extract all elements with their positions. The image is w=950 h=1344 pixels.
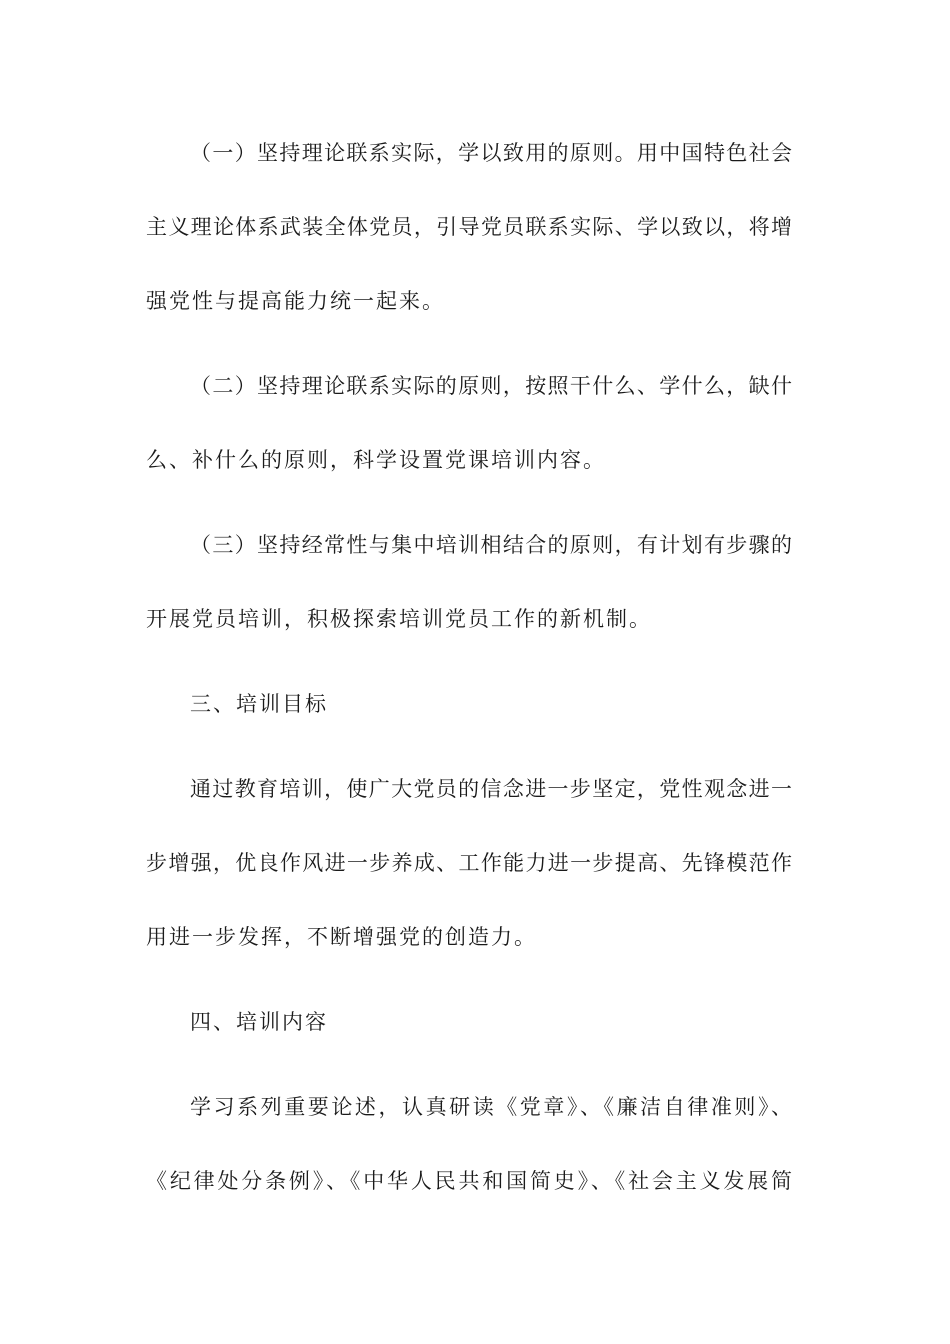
paragraph-4-line-3: 用进一步发挥，不断增强党的创造力。 bbox=[146, 925, 537, 949]
paragraph-4-line-2: 步增强，优良作风进一步养成、工作能力进一步提高、先锋模范作 bbox=[146, 851, 792, 875]
paragraph-4-line-1: 通过教育培训，使广大党员的信念进一步坚定，党性观念进一 bbox=[190, 777, 792, 801]
paragraph-2-line-1: （二）坚持理论联系实际的原则，按照干什么、学什么，缺什 bbox=[190, 374, 792, 398]
paragraph-5-line-1: 学习系列重要论述，认真研读《党章》、《廉洁自律准则》、 bbox=[190, 1095, 792, 1119]
paragraph-3-line-1: （三）坚持经常性与集中培训相结合的原则，有计划有步骤的 bbox=[190, 533, 792, 557]
paragraph-2-line-2: 么、补什么的原则，科学设置党课培训内容。 bbox=[146, 448, 606, 472]
paragraph-1-line-3: 强党性与提高能力统一起来。 bbox=[146, 289, 445, 313]
section-heading-training-content: 四、培训内容 bbox=[190, 1010, 328, 1034]
paragraph-5-line-2: 《纪律处分条例》、《中华人民共和国简史》、《社会主义发展简 bbox=[146, 1169, 792, 1193]
paragraph-3-line-2: 开展党员培训，积极探索培训党员工作的新机制。 bbox=[146, 607, 652, 631]
paragraph-1-line-1: （一）坚持理论联系实际，学以致用的原则。用中国特色社会 bbox=[190, 141, 792, 165]
section-heading-training-goals: 三、培训目标 bbox=[190, 692, 328, 716]
paragraph-1-line-2: 主义理论体系武装全体党员，引导党员联系实际、学以致以，将增 bbox=[146, 215, 792, 239]
